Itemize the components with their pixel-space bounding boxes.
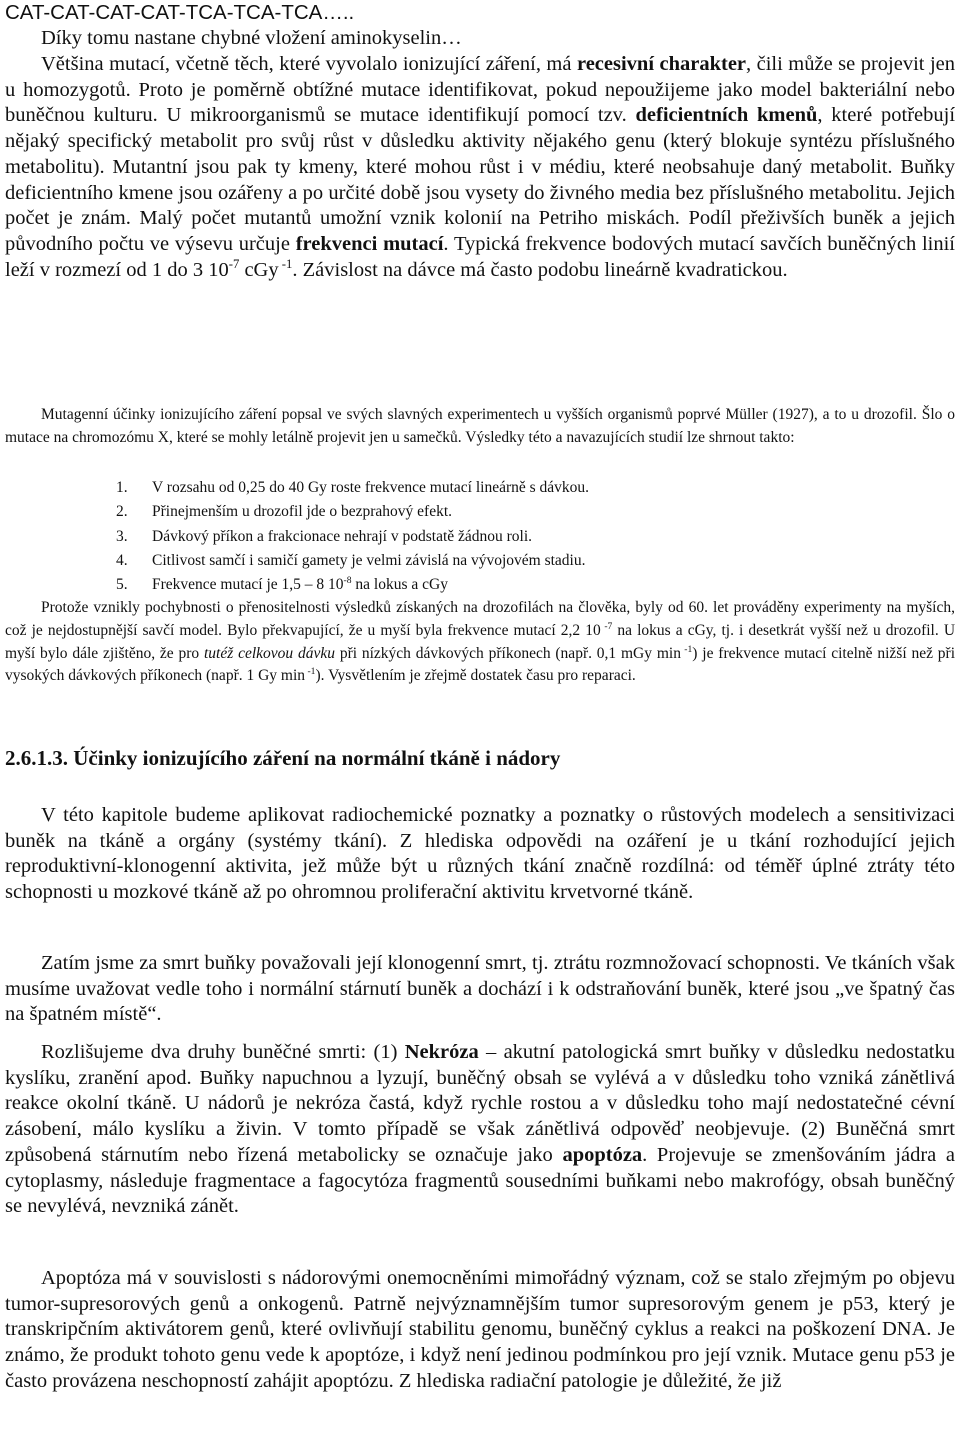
term-recessive: recesivní charakter bbox=[576, 53, 747, 75]
paragraph-apoptosis-tumors: Apoptóza má v souvislosti s nádorovými onemocněními mimořádný význam, což se stalo zřejmým po objevu tumor-supresorových genů a onkogenů. Patrně nejvýznamnějším tumor supresorovým genem je p53, který je transkripčním aktivátorem genů, které ovlivňují stabilitu genomu, buněčný cyklus a reakci na poškození DNA. Je známo, že produkt tohoto genu vede k apoptóze, i když není jedinou podmínkou pro její vznik. Mutace genu p53 je často provázena neschopností zahájit apoptózu. Z hlediska radiační patologie je důležité, že již bbox=[5, 1267, 955, 1392]
paragraph-muller: Mutagenní účinky ionizujícího záření popsal ve svých slavných experimentech u vyšších organismů poprvé Müller (1927), a to u drozofil. Šlo o mutace na chromozómu X, které se mohly letálně projevit jen u samečků. Výsledky této a navazujících studií lze shrnout takto: bbox=[5, 406, 955, 446]
paragraph-clonogenic-death: Zatím jsme za smrt buňky považovali její klonogenní smrt, tj. ztrátu rozmnožovací schopnosti. Ve tkáních však musíme uvažovat vedle toho i normální stárnutí buněk a dochází i k odstraňování buněk, které jsou „ve špatný čas na špatném místě“. bbox=[5, 952, 955, 1026]
italic-same-total-dose: tutéž celkovou dávku bbox=[203, 644, 335, 662]
term-deficient-strains: deficientních kmenů bbox=[635, 104, 818, 127]
paragraph-cell-death-types: Rozlišujeme dva druhy buněčné smrti: (1) Nekróza – akutní patologická smrt buňky v důsledku nedostatku kyslíku, zranění apod. Buňky napuchnou a lyzují, buněčný obsah se vylévá a v důsledku toho vzniká zánětlivá reakce okolní tkáně. U nádorů je nekróza častá, když rychle rostou a v důsledku toho mají nedostatečné cévní zásobení, málo kyslíku a živin. V tomto případě se však zánětlivá odpověď neobjevuje. (2) Buněčná smrt způsobená stárnutím nebo řízená metabolicky se označuje jako apoptóza. Projevuje se zmenšováním jádra a cytoplasmy, následuje fragmentace a fagocytóza fragmentů sousedními buňkami nebo makrofógy, obsah buněčný se nevylévá, nevzniká zánět. bbox=[5, 1041, 956, 1218]
list-item: 3. Dávkový příkon a frakcionace nehrají v podstatě žádnou roli. bbox=[116, 527, 533, 545]
list-item: 2. Přinejmenším u drozofil jde o bezprahový efekt. bbox=[116, 503, 453, 521]
term-apoptosis: apoptóza bbox=[562, 1143, 643, 1166]
paragraph-mice-experiments: Protože vznikly pochybnosti o přenositelnosti výsledků získaných na drozofilách na člověka, byly od 60. let prováděny experimenty na myších, což je nejdostupnější savčí model. Bylo překvapující, že u myší byla frekvence mutací 2,2 10 $^{-7}$ na lokus a cGy, tj. i desetkrát vyšší než u drozofil. U myší bylo dále zjištěno, že pro tutéž celkovou dávku při nízkých dávkových příkonech (např. 0,1 mGy min $^{-1}$) je frekvence mutací citelně nižší než při vysokých dávkových příkonech (např. 1 Gy min $^{-1}$). Vysvětlením je zřejmě dostatek času pro reparaci. bbox=[5, 599, 956, 685]
term-necrosis: Nekróza bbox=[404, 1041, 479, 1063]
codon-sequence: CAT-CAT-CAT-CAT-TCA-TCA-TCA….. bbox=[5, 1, 355, 24]
term-mutation-frequency: frekvenci mutací bbox=[295, 232, 444, 255]
codon-note: Díky tomu nastane chybné vložení aminokyselin… bbox=[41, 26, 462, 49]
list-item: 1. V rozsahu od 0,25 do 40 Gy roste frekvence mutací lineárně s dávkou. bbox=[116, 479, 590, 496]
paragraph-chapter-intro: V této kapitole budeme aplikovat radiochemické poznatky a poznatky o růstových modelech a sensitivizaci buněk na tkáně a orgány (systémy tkání). Z hlediska odpovědi na ozáření je u tkání rozhodující jejich reproduktivní-klonogenní aktivita, jež může být u různých tkání značně rozdílná: od téměř úplné ztráty této schopnosti u mozkové tkáně až po ohromnou proliferační aktivitu krvetvorné tkáně. bbox=[5, 804, 955, 904]
section-heading: 2.6.1.3. Účinky ionizujícího záření na normální tkáně i nádory bbox=[5, 746, 561, 770]
codon-fragment bbox=[5, 0, 955, 51]
list-item: 5. Frekvence mutací je 1,5 – 8 $10^{-8}$ na lokus a cGy bbox=[116, 574, 448, 594]
list-item: 4. Citlivost samčí i samičí gamety je velmi závislá na vývojovém stadiu. bbox=[116, 551, 586, 569]
results-list bbox=[116, 476, 589, 597]
paragraph-recessive-mutations: Většina mutací, včetně těch, které vyvolalo ionizující záření, má recesivní charakter, čili může se projevit jen u homozygotů. Proto je poměrně obtížné mutace identifikovat, pokud nepoužijeme jako model bakteriální nebo buněčnou kulturu. U mikroorganismů se mutace identifikují pomocí tzv. deficientních kmenů, které potřebují nějaký specifický metabolit pro svůj růst v důsledku aktivity nějakého genu (který blokuje syntézu příslušného metabolitu). Mutantní jsou pak ty kmeny, které mohou růst i v médiu, které neobsahuje daný metabolit. Buňky deficientního kmene jsou ozářeny a po určité době jsou vysety do živného media bez příslušného metabolitu. Jejich počet je znám. Malý počet mutantů umožní vznik kolonií na Petriho miskách. Podíl přeživších buněk a jejich původního počtu ve výsevu určuje frekvenci mutací. Typická frekvence bodových mutací savčích buněčných linií leží v rozmezí od 1 do 3 $10^{-7}$ cGy $^{-1}$. Závislost na dávce má často podobu lineárně kvadratickou. bbox=[5, 53, 956, 281]
